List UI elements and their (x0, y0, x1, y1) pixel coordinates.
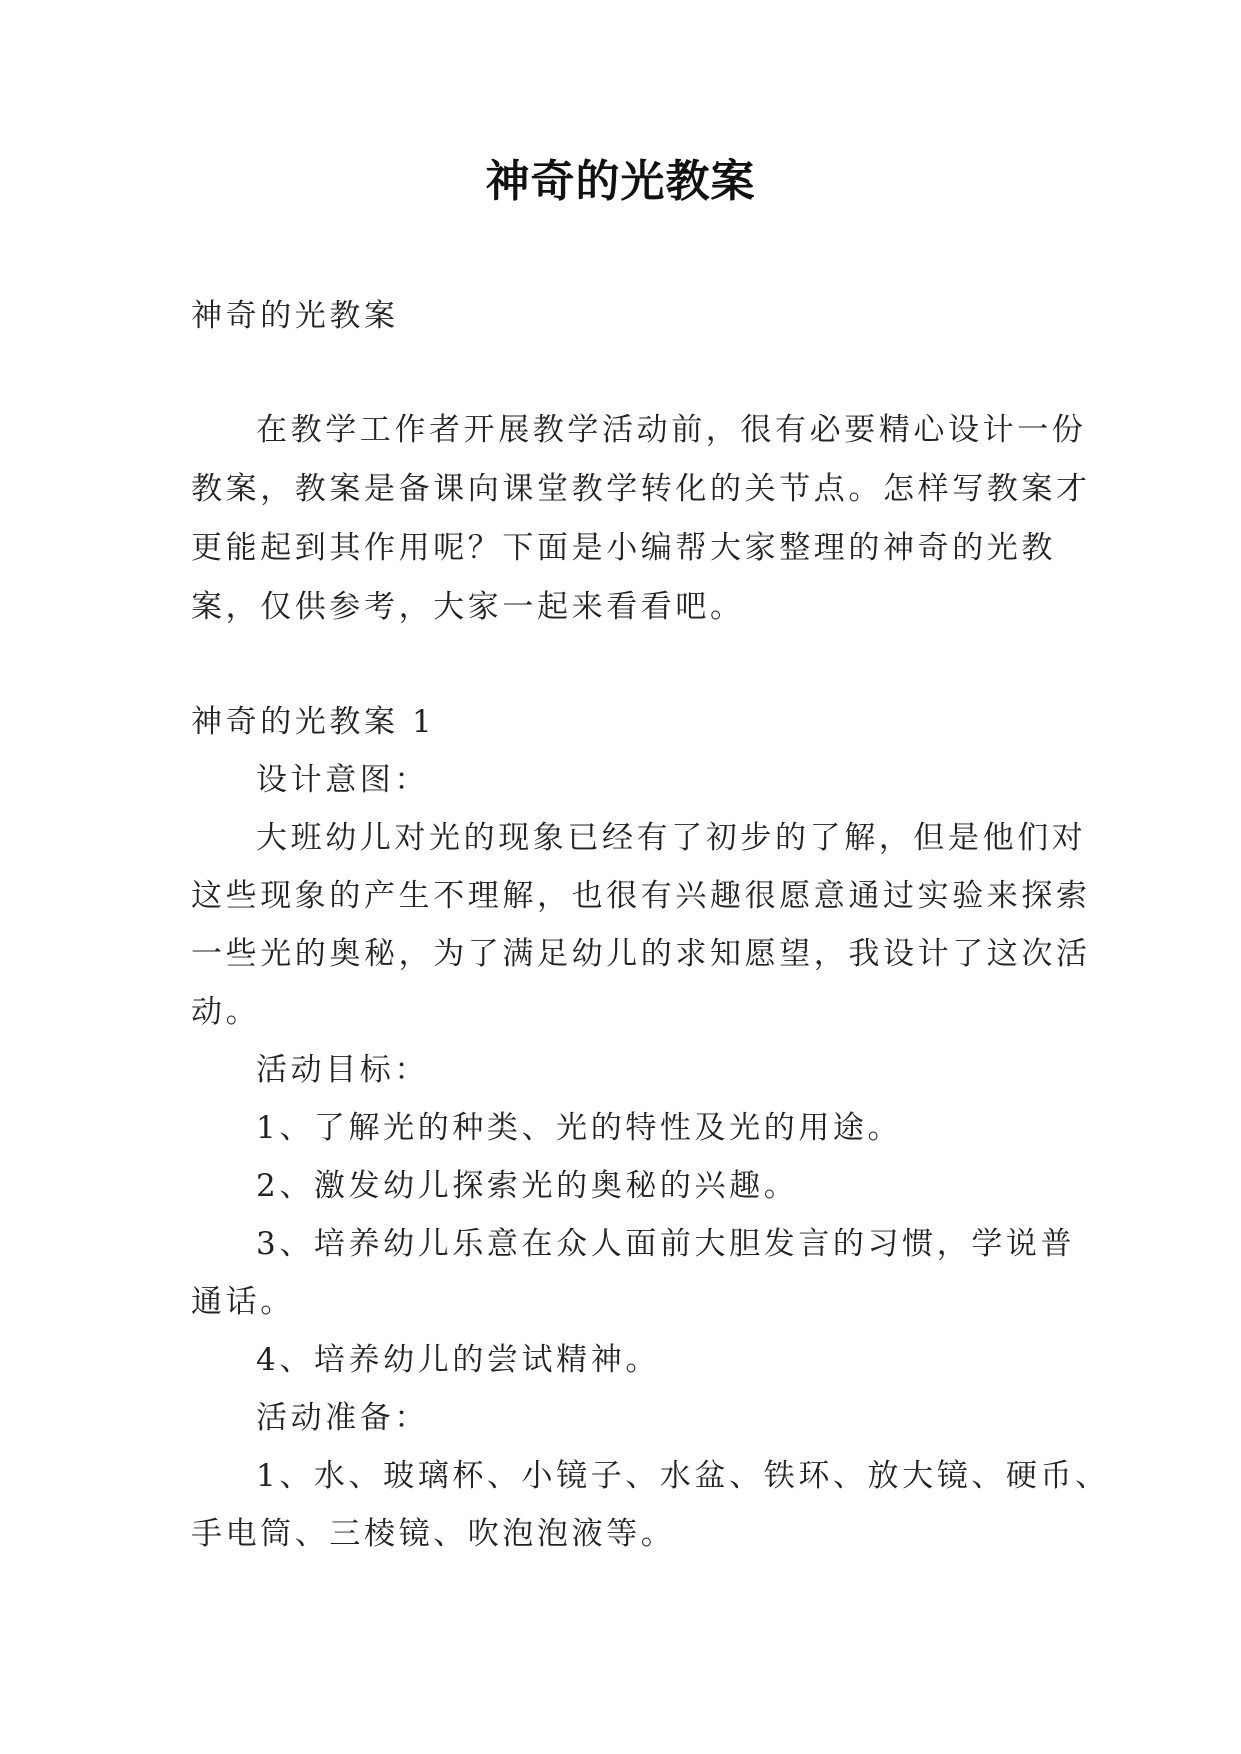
preparation-item: 1、水、玻璃杯、小镜子、水盆、铁环、放大镜、硬币、 (256, 1458, 1110, 1494)
goal-item: 3、培养幼儿乐意在众人面前大胆发言的习惯，学说普 (256, 1226, 1076, 1262)
intro-line: 更能起到其作用呢？下面是小编帮大家整理的神奇的光教 (191, 530, 1056, 566)
paragraph-line: 大班幼儿对光的现象已经有了初步的了解，但是他们对 (256, 820, 1087, 856)
section-heading: 神奇的光教案 1 (191, 704, 436, 740)
intro-line: 案，仅供参考，大家一起来看看吧。 (191, 589, 745, 625)
goal-item-continued: 通话。 (191, 1284, 295, 1320)
goal-item: 1、了解光的种类、光的特性及光的用途。 (256, 1110, 903, 1146)
goal-item: 4、培养幼儿的尝试精神。 (256, 1342, 660, 1378)
design-intent-label: 设计意图： (256, 762, 429, 798)
goals-label: 活动目标： (256, 1052, 429, 1088)
page-title: 神奇的光教案 (485, 156, 756, 207)
preparation-item-continued: 手电筒、三棱镜、吹泡泡液等。 (191, 1516, 676, 1552)
preparation-label: 活动准备： (256, 1400, 429, 1436)
goal-item: 2、激发幼儿探索光的奥秘的兴趣。 (256, 1168, 799, 1204)
paragraph-line: 这些现象的产生不理解，也很有兴趣很愿意通过实验来探索 (191, 878, 1091, 914)
intro-line: 在教学工作者开展教学活动前，很有必要精心设计一份 (256, 412, 1087, 448)
subtitle: 神奇的光教案 (191, 298, 399, 334)
paragraph-line: 一些光的奥秘，为了满足幼儿的求知愿望，我设计了这次活 (191, 936, 1091, 972)
paragraph-line: 动。 (191, 994, 261, 1030)
intro-line: 教案，教案是备课向课堂教学转化的关节点。怎样写教案才 (191, 471, 1091, 507)
